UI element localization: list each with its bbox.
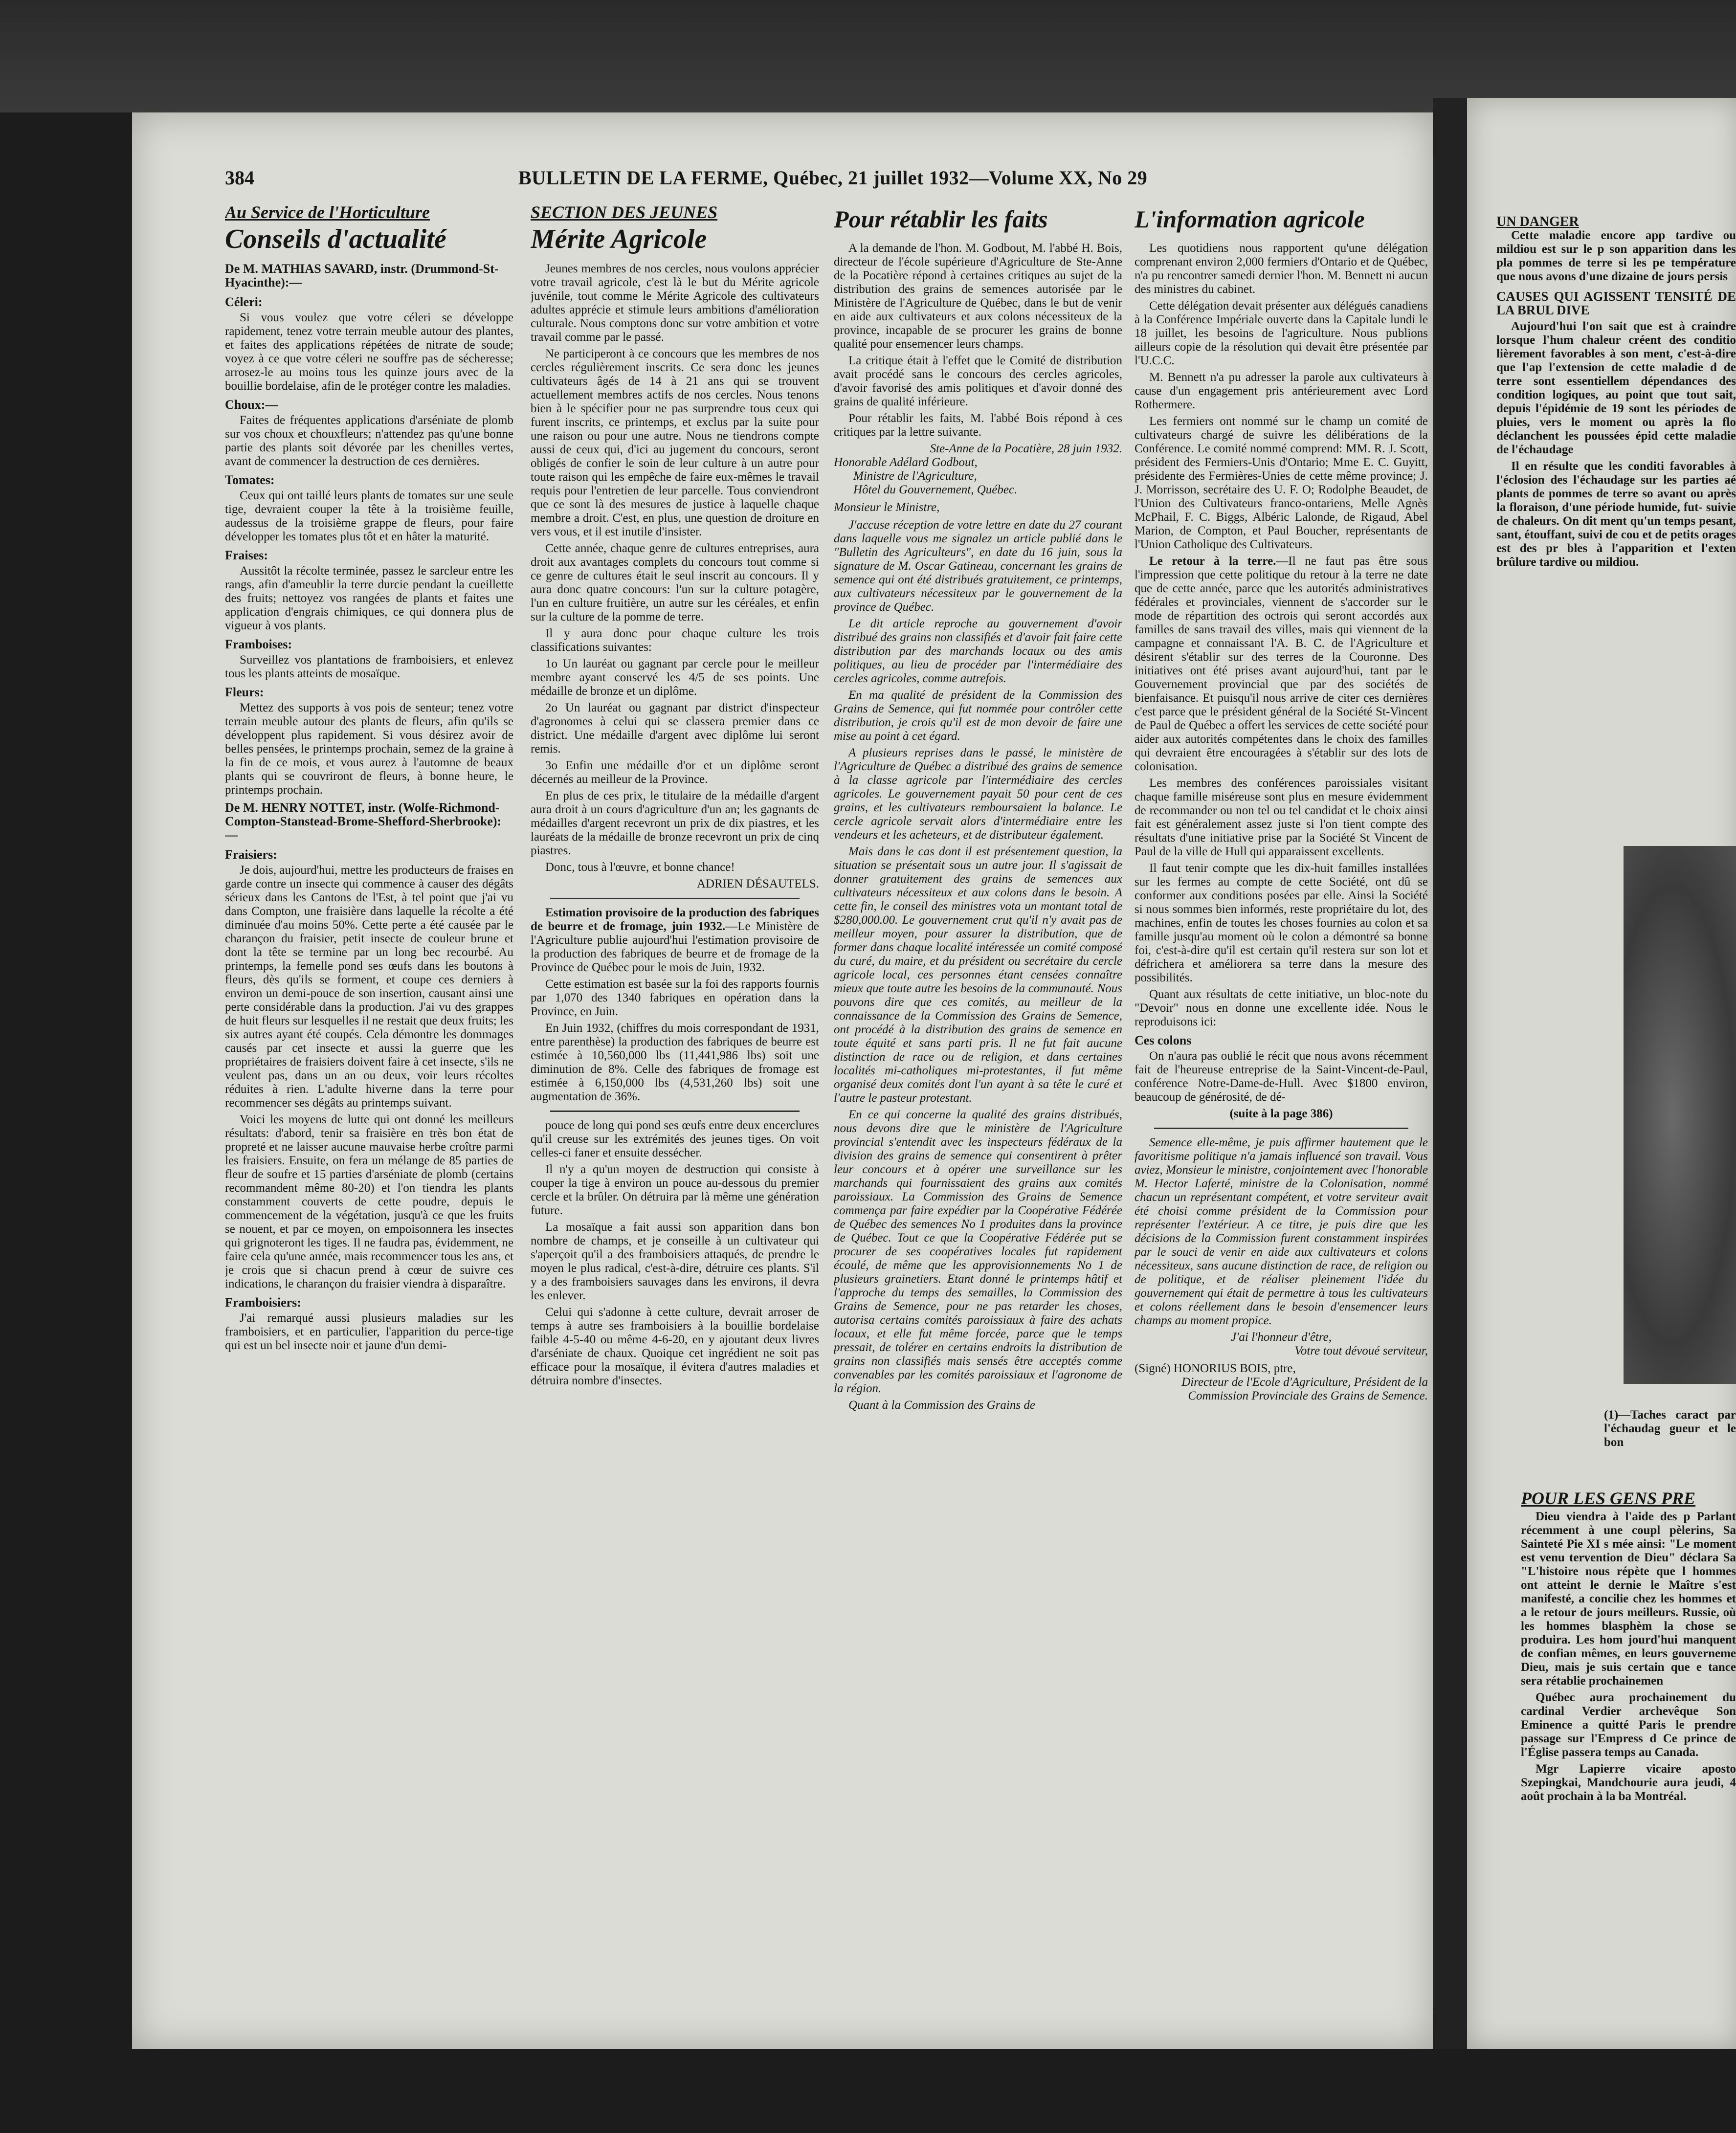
paragraph: pouce de long qui pond ses œufs entre deux encerclures qu'il creuse sur les extrémités des jeunes tiges. On voit celles-ci faner et ensuite dessécher. [531,1119,819,1159]
paragraph: 3o Enfin une médaille d'or et un diplôme seront décernés au meilleur de la Province. [531,759,819,786]
subhead: UN DANGER [1496,214,1579,229]
paragraph: Il y aura donc pour chaque culture les trois classifications suivantes: [531,627,819,654]
byline: De M. MATHIAS SAVARD, instr. (Drummond-St-Hyacinthe):— [225,262,499,289]
masthead-line: BULLETIN DE LA FERME, Québec, 21 juillet 1932—Volume XX, No 29 [518,167,1148,189]
letter-paragraph: Semence elle-même, je puis affirmer hautement que le favoritisme politique n'a jamais influencé son travail. Vous aviez, Monsieur le ministre, conjointement avec l'honorable M. Hector Laferté, ministre de la Colonisation, nommé chacun un représentant compétent, et votre serviteur avait été choisi comme président de la Commission pour représenter l'extérieur. A ce titre, je puis dire que les décisions de la Commission furent constamment inspirées par le souci de venir en aide aux cultivateurs et colons nécessiteux, sans aucune distinction de race, de religion ou de politique, et de réaliser pleinement l'idée du gouvernement qui était de permettre à tous les cultivateurs et colons réellement dans le besoin d'ensemencer leurs champs au moment propice. [1135,1136,1428,1327]
paragraph: Ceux qui ont taillé leurs plants de tomates sur une seule tige, devraient couper la tête à la troisième feuille, audessus de la troisième grappe de fleurs, pour faire développer les tomates plus tôt et en hâter la maturité. [225,489,513,543]
paragraph: Cette année, chaque genre de cultures entreprises, aura droit aux avantages complets du concours tout comme si ce genre de cultures était le seul inscrit au concours. Il y aura donc quatre concours: l'un sur la culture potagère, l'un en culture fruitière, un autre sur les céréales, et enfin sur la culture de la pomme de terre. [531,542,819,623]
paragraph: Les quotidiens nous rapportent qu'une délégation comprenant environ 2,000 fermiers d'Ontario et de Québec, n'a pu rencontrer samedi dernier l'hon. M. Bennett ni aucun des ministres du cabinet. [1135,242,1428,296]
paragraph: Faites de fréquentes applications d'arséniate de plomb sur vos choux et chouxfleurs; n'attendez pas qu'une bonne partie des plants soit dévorée par les chenilles vertes, avant de commencer la destruction de ces dernières. [225,414,513,468]
paragraph: Aussitôt la récolte terminée, passez le sarcleur entre les rangs, afin d'ameublir la terre durcie pendant la cueillette des fruits; nettoyez vos rangées de plants et faites une application d'engrais chimiques, ce qui donnera plus de vigueur à vos plants. [225,564,513,632]
paragraph: Donc, tous à l'œuvre, et bonne chance! [545,861,735,874]
paragraph: Je dois, aujourd'hui, mettre les producteurs de fraises en garde contre un insecte qui commence à causer des dégâts sérieux dans les Cantons de l'Est, à tel point que j'ai vu dans Compton, une fraisière dans laquelle la récolte a été diminuée d'au moins 50%. Cette perte a été causée par le charançon du fraisier, petit insecte de couleur brune et dont la tête se termine par un long bec recourbé. Au printemps, la femelle pond ses œufs dans les boutons à fleurs, dès qu'ils se forment, et coupe ces derniers à environ un demi-pouce de son insertion, causant ainsi une perte considérable dans la production. J'ai vu des grappes de huit fleurs sur lesquelles il ne restait que deux fruits; les six autres ayant été coupés. Cela démontre les dommages causés par cet insecte et aussi la guerre que les propriétaires de fraisiers doivent faire à cet insecte, s'ils ne veulent pas, dans un an ou deux, voir leurs récoltes réduites à rien. L'adulte hiverne dans la terre pour recommencer ses dégâts au printemps suivant. [225,864,513,1110]
signature: ADRIEN DÉSAUTELS. [697,877,819,890]
subhead-fleurs: Fleurs: [225,685,264,699]
subhead-fraises: Fraises: [225,548,268,562]
paragraph: Cette maladie encore app tardive ou mildiou est sur le p son apparition dans les pla pommes de terre si les pe température que nous avons d'une dizaine de jours persis [1496,229,1736,283]
page-header [225,166,1418,196]
photo-caption: (1)—Taches caract par l'échaudag gueur et le bon [1604,1408,1736,1449]
subhead-celeri: Céleri: [225,295,263,309]
paragraph: Il n'y a qu'un moyen de destruction qui consiste à couper la tige à environ un pouce au-dessous du premier cercle et la brûler. On détruira par là même une génération future. [531,1163,819,1217]
subhead: CAUSES QUI AGISSENT TENSITÉ DE LA BRUL DIVE [1496,289,1736,317]
address-line: Hôtel du Gouvernement, Québec. [853,483,1018,496]
letter-paragraph: En ma qualité de président de la Commission des Grains de Semence, qui fut nommée pour contrôler cette distribution, je crois qu'il est de mon devoir de faire une mise au point à cet égard. [834,689,1122,743]
article-title: L'information agricole [1135,205,1365,233]
subhead-tomates: Tomates: [225,473,275,487]
subhead-framboisiers: Framboisiers: [225,1295,301,1310]
subhead-choux: Choux:— [225,398,278,412]
page-number: 384 [225,167,254,189]
adjacent-column-2 [1521,1491,1736,1806]
section-kicker: SECTION DES JEUNES [531,205,718,222]
divider [1154,1128,1408,1129]
column-jeunes [531,205,819,1946]
paragraph: Mettez des supports à vos pois de senteur; tenez votre terrain meuble autour des plants de fleurs, afin qu'ils se développent plus rapidement. Si vous désirez avoir de belles pensées, le printemps prochain, semez de la graine à la fin de ce mois, et vous aurez à l'automne de beaux plants qui se couvriront de fleurs, à bonne heure, le printemps prochain. [225,701,513,797]
subhead-fraisiers: Fraisiers: [225,847,277,862]
paragraph: Si vous voulez que votre céleri se développe rapidement, tenez votre terrain meuble autour des plantes, et faites des applications répétées de nitrate de soude; voyez à ce que votre céleri ne souffre pas de sécheresse; arrosez-le au moins tous les quinze jours avec de la bouillie bordelaise, afin de le protéger contre les maladies. [225,311,513,393]
salutation: Monsieur le Ministre, [834,501,940,514]
brief-title: Estimation provisoire de la production des fabriques de beurre et de fromage, juin 1932. [531,906,819,933]
paragraph: Il en résulte que les conditi favorables à l'éclosion des l'échaudage sur les parties aé plants de pommes de terre so avant ou après la floraison, d'une période humide, fut- suivie de chaleurs. On dit ment qu'un temps pesant, sant, étouffant, suivi de cou et de petits orages est des pr bles à l'apparition et l'exten brûlure tardive ou mildiou. [1496,460,1736,569]
section-kicker: Au Service de l'Horticulture [225,205,430,222]
paragraph: Celui qui s'adonne à cette culture, devrait arroser de temps à autre ses framboisiers à la bouillie bordelaise faible 4-5-40 ou même 4-6-20, en y ajoutant deux livres d'arséniate de chaux. Quoique cet ingrédient ne soit pas efficace pour la mosaïque, il évitera d'autres maladies et détruira nombre d'insectes. [531,1306,819,1387]
paragraph: Mgr Lapierre vicaire aposto Szepingkai, Mandchourie aura jeudi, 4 août prochain à la ba Montréal. [1521,1762,1736,1803]
divider [550,898,800,899]
paragraph: La mosaïque a fait aussi son apparition dans bon nombre de champs, et je conseille à un cultivateur qui s'aperçoit qu'il a des framboisiers attaqués, de prendre le moyen le plus radical, c'est-à-dire, détruire ces plants. S'il y a des framboisiers sauvages dans les environs, il devra les enlever. [531,1221,819,1302]
paragraph: Dieu viendra à l'aide des p Parlant récemment à une coupl pèlerins, Sa Sainteté Pie XI s mée ainsi: "Le moment est venu tervention de Dieu" déclara Sa "L'histoire nous répète que l hommes ont atteint le dernie le Maître s'est manifesté, a concilie chez les hommes et a le retour de jours meilleurs. Russie, où les hommes blasphèm la chose se produira. Les hom jourd'hui manquent de confian mêmes, en leurs gouverneme Dieu, mais je suis certain que e tance sera rétablie prochainemen [1521,1510,1736,1688]
divider [550,1111,800,1112]
column-retablir [834,205,1122,1946]
paragraph: Pour rétablir les faits, M. l'abbé Bois répond à ces critiques par la lettre suivante. [834,412,1122,439]
brief-text: —Le Ministère de l'Agriculture publie aujourd'hui l'estimation provisoire de la production des fabriques de beurre et de fromage de la Province de Québec pour le mois de Juin, 1932. [531,920,819,974]
article-title: Conseils d'actualité [225,224,446,254]
address-line: Honorable Adélard Godbout, [834,456,978,469]
paragraph: Cette estimation est basée sur la foi des rapports fournis par 1,070 des 1340 fabriques en opération dans la Province, en Juin. [531,978,819,1018]
closing: J'ai l'honneur d'être, [1230,1331,1332,1344]
paragraph: La critique était à l'effet que le Comité de distribution avait procédé sans le concours des cercles agricoles, d'avoir favorisé des amis politiques et d'avoir donné des grains de qualité inférieure. [834,354,1122,408]
paragraph: Aujourd'hui l'on sait que est à craindre lorsque l'hum chaleur créent des conditio lièrement favorables à son ment, c'est-à-dire que l'ap l'extension de cette maladie d de terre sont essentiellem dépendances des condition logiques, au point que tout sait, depuis l'épidémie de 19 sont les périodes de pluies, vers le moment ou après la flo déclanchent les poussées épid cette maladie de l'échaudage [1496,320,1736,456]
paragraph: Québec aura prochainement du cardinal Verdier archevêque Son Eminence a quitté Paris le prendre passage sur l'Empress d Ce prince de l'Église passera temps au Canada. [1521,1691,1736,1759]
paragraph: En plus de ces prix, le titulaire de la médaille d'argent aura droit à un cours d'agriculture d'un an; les gagnants de médailles d'argent recevront un prix de dix piastres, et les lauréats de la médaille de bronze recevront un prix de cinq piastres. [531,789,819,857]
paragraph: 2o Un lauréat ou gagnant par district d'inspecteur d'agronomes à celui qui se classera premier dans ce district. Une médaille d'argent avec diplôme lui seront remis. [531,701,819,755]
letter-paragraph: Le dit article reproche au gouvernement d'avoir distribué des grains non classifiés et d'avoir fait faire cette distribution par des marchands locaux ou des amis politiques, au lieu de procéder par l'intermédiaire des cercles agricoles, comme autrefois. [834,617,1122,685]
subhead-framboises: Framboises: [225,637,292,651]
byline: De M. HENRY NOTTET, instr. (Wolfe-Richmond-Compton-Stanstead-Brome-Shefford-Sherbrooke):— [225,800,502,842]
article-title: Pour rétablir les faits [834,205,1048,233]
article-title: Mérite Agricole [531,224,707,254]
letter-paragraph: J'accuse réception de votre lettre en date du 27 courant dans laquelle vous me signalez un article publié dans le "Bulletin des Agriculteurs", en date du 16 juin, sous la signature de M. Oscar Gatineau, concernant les grains de semence qui ont été distribués gratuitement, ce printemps, aux cultivateurs nécessiteux par le gouvernement de la province de Québec. [834,518,1122,614]
letter-paragraph: Quant à la Commission des Grains de [848,1399,1035,1412]
paragraph: M. Bennett n'a pu adresser la parole aux cultivateurs à cause d'un engagement pris antérieurement avec Lord Rothermere. [1135,371,1428,411]
page-gutter [1433,98,1467,2049]
scan-border [0,0,1736,112]
column-information [1135,205,1428,1946]
paragraph: A la demande de l'hon. M. Godbout, M. l'abbé H. Bois, directeur de l'école supérieure d'Agriculture de Ste-Anne de la Pocatière répond à certaines critiques au sujet de la distribution des grains de semences autorisée par le Ministère de l'Agriculture de Québec, dans le but de venir en aide aux cultivateurs et aux colons nécessiteux de la province, incapable de se procurer les grains de bonne qualité pour ensemencer leurs champs. [834,242,1122,351]
paragraph: 1o Un lauréat ou gagnant par cercle pour le meilleur membre ayant conservé les 4/5 de ses points. Une médaille de bronze et un diplôme. [531,657,819,698]
address-line: Ministre de l'Agriculture, [853,469,977,483]
continuation-note: (suite à la page 386) [1229,1107,1333,1120]
subhead-retour: Le retour à la terre. [1149,555,1276,568]
dateline: Ste-Anne de la Pocatière, 28 juin 1932. [930,442,1122,455]
subhead-colons: Ces colons [1135,1033,1192,1047]
paragraph: On n'aura pas oublié le récit que nous avons récemment fait de l'heureuse entreprise de la Saint-Vincent-de-Paul, conférence Notre-Dame-de-Hull. Avec $1800 environ, beaucoup de générosité, de dé- [1135,1049,1428,1104]
adjacent-column [1496,215,1736,572]
letter-paragraph: A plusieurs reprises dans le passé, le ministère de l'Agriculture de Québec a distribué des grains de semence à la classe agricole par l'intermédiaire des cercles agricoles. Le gouvernement payait 50 pour cent de ces grains, et les cultivateurs remboursaient la balance. Le cercle agricole servait alors d'intermédiaire entre les vendeurs et les acheteurs, et de distributeur également. [834,746,1122,842]
paragraph: Il faut tenir compte que les dix-huit familles installées sur les fermes au compte de cette Société, ont dû se conformer aux conditions posées par elle. Ainsi la Société si nous sommes bien informés, reste propriétaire du lot, des machines, enfin de toutes les choses fournies au colon et sa famille jusqu'au moment où le colon a démontré sa bonne foi, c'est-à-dire qu'il est certain qu'il restera sur son lot et défrichera et améliorera sa terre dans la mesure des possibilités. [1135,862,1428,984]
paragraph: Ne participeront à ce concours que les membres de nos cercles régulièrement inscrits. Ce sera donc les jeunes cultivateurs âgés de 14 à 21 ans qui se trouvent actuellement membres actifs de nos cercles. Nous tenons bien à le spécifier pour ne pas surprendre tous ceux qui furent inscrits, ce printemps, et exclus par la suite pour une raison ou pour une autre. Nous ne tiendrons compte aussi de ceux qui, d'ici au jugement du concours, seront obligés de confier le soin de leur culture à un autre pour toute raison qui les empêche de faire eux-mêmes le travail requis pour l'entretien de leur parcelle. Tous conviendront que ce sont là des mesures de justice à laquelle chaque membre a droit. C'est, en plus, une question de droiture en vers vous, et il est inutile d'insister. [531,347,819,538]
letter-paragraph: Mais dans le cas dont il est présentement question, la situation se présentait sous un autre jour. Il s'agissait de donner gratuitement des grains de semences aux cultivateurs nécessiteux et aux colons dans le besoin. A cette fin, le conseil des ministres vota un montant total de $280,000.00. Le gouvernement crut qu'il n'y avait pas de meilleur moyen, pour assurer la distribution, que de former dans chaque localité intéressée un comité composé du curé, du maire, et du président ou secrétaire du cercle agricole local, ces personnes étant censées connaître mieux que toute autre les besoins de la communauté. Nous pouvons dire que ces comités, au meilleur de la connaissance de la Commission des Grains de Semence, ont procédé à la distribution des grains de semence en toute équité et sans parti pris. Il ne fut fait aucune distinction de race ou de religion, et dans certaines localités mi-catholiques mi-protestantes, il fut même organisé deux comités dont l'un ayant à sa tête le curé et l'autre le pasteur protestant. [834,845,1122,1105]
paragraph: Les membres des conférences paroissiales visitant chaque famille miséreuse sont plus en mesure évidemment de recommander ou non tel ou tel candidat et le choix ainsi fait est généralement assez juste si l'on tient compte des résultats d'une initiative prise par la Société St Vincent de Paul de la ville de Hull qui apparaissent excellents. [1135,777,1428,858]
signature: (Signé) HONORIUS BOIS, ptre, [1135,1362,1296,1375]
paragraph: J'ai remarqué aussi plusieurs maladies sur les framboisiers, et en particulier, l'apparition du perce-tige qui est un bel insecte noir et jaune d'un demi- [225,1311,513,1352]
paragraph: Jeunes membres de nos cercles, nous voulons apprécier votre travail agricole, c'est là le but du Mérite agricole juvénile, tout comme le Mérite Agricole des cultivateurs adultes apprécie et stimule leurs ambitions d'amélioration culturale. Nous comptons donc sur votre ambition et votre travail comme par le passé. [531,262,819,344]
paragraph: Cette délégation devait présenter aux délégués canadiens à la Conférence Impériale ouverte dans la Capitale lundi le 18 juillet, les besoins de l'agriculture. Nous publions ailleurs copie de la résolution qui devait être présentée par l'U.C.C. [1135,299,1428,367]
column-horticulture [225,205,513,1946]
paragraph: En Juin 1932, (chiffres du mois correspondant de 1931, entre parenthèse) la production des fabriques de beurre est estimée à 10,560,000 lbs (11,441,986 lbs) soit une diminution de 8%. Celle des fabriques de fromage est estimée à 6,150,000 lbs (4,531,260 lbs) soit une augmentation de 36%. [531,1022,819,1103]
subhead: POUR LES GENS PRE [1521,1489,1696,1508]
letter-paragraph: En ce qui concerne la qualité des grains distribués, nous devons dire que le ministère de l'Agriculture provincial s'entendit avec les inspecteurs fédéraux de la division des grains de semence qui consentirent à prêter leur concours et à opérer une surveillance sur les marchands qui fournissaient des grains aux comités paroissiaux. La Commission des Grains de Semence commença par faire expédier par la Coopérative Fédérée de Québec des semences No 1 produites dans la province de Québec. Tout ce que la Coopérative Fédérée put se procurer de ses coopératives locales fut rapidement écoulé, de même que les approvisionnements No 1 de plusieurs grainetiers. Etant donné le printemps hâtif et l'approche du temps des semailles, la Commission des Grains de Semence, pour ne pas retarder les choses, autorisa certains comités paroissiaux à faire des achats locaux, et elle fut même forcée, parce que le temps pressait, de tolérer en certains endroits la distribution de grains non classifiés mais sensés être acceptés comme convenables par les comités paroissiaux et l'agronome de la région. [834,1108,1122,1395]
photo [1624,846,1736,1384]
paragraph: Surveillez vos plantations de framboisiers, et enlevez tous les plants atteints de mosaïque. [225,653,513,680]
closing: Votre tout dévoué serviteur, [1294,1344,1428,1357]
signature-title: Directeur de l'Ecole d'Agriculture, Président de la Commission Provinciale des Grains de Semence. [1181,1376,1428,1402]
paragraph: Voici les moyens de lutte qui ont donné les meilleurs résultats: d'abord, tenir sa fraisière en très bon état de propreté et ne laisser aucune mauvaise herbe croître parmi les fraisiers. Ensuite, on fera un mélange de 85 parties de fleur de soufre et 15 parties d'arséniate de plomb (certains recommandent même 80-20) et l'on tiendra les plants constamment couverts de cette poudre, depuis le commencement de la végétation, jusqu'à ce que les fruits se nouent, et par ce moyen, on empoisonnera les insectes qui grignoteront les tiges. Il ne faudra pas, évidemment, ne faire cela qu'une année, mais recommencer tous les ans, et je crois que si chacun prend à cœur de suivre ces indications, le charançon du fraisier viendra à disparaître. [225,1113,513,1290]
paragraph: Quant aux résultats de cette initiative, un bloc-note du "Devoir" nous en donne une excellente idée. Nous le reproduisons ici: [1135,988,1428,1028]
paragraph: Les fermiers ont nommé sur le champ un comité de cultivateurs chargé de suivre les délibérations de la Conférence. Le comité nommé comprend: MM. R. J. Scott, président des Fermiers-Unis d'Ontario; Mme E. C. Guyitt, présidente des Fermières-Unies de cette même province; J. J. Morrisson, secrétaire des U. F. O; Rodolphe Beaudet, de l'Union des Cultivateurs franco-ontariens, Melle Agnès McPhail, F. C. Biggs, Albéric Lalonde, de Rigaud, Abel Marion, de Compton, et Paul Boucher, représentants de l'Union Catholique des Cultivateurs. [1135,415,1428,551]
paragraph-text: —Il ne faut pas être sous l'impression que cette politique du retour à la terre ne date que de cette année, parce que les autorités administratives fédérales et provinciales, viennent de s'accorder sur le mode de répartition des octrois qui seront accordés aux familles de sans travail des villes, mais qui viennent de la campagne et connaissant l'A. B. C. de l'Agriculture et désirent s'établir sur des terres de la Couronne. Des initiatives ont été prises avant aujourd'hui, tant par le Gouvernement provincial que par des sociétés de bienfaisance. Et puisqu'il nous arrive de citer ces dernières c'est parce que le président général de la Société St-Vincent de Paul de Québec a offert les services de cette société pour aider aux autorités compétentes dans le choix des familles qui devraient être encouragées à s'établir sur des lots de colonisation. [1135,555,1428,773]
